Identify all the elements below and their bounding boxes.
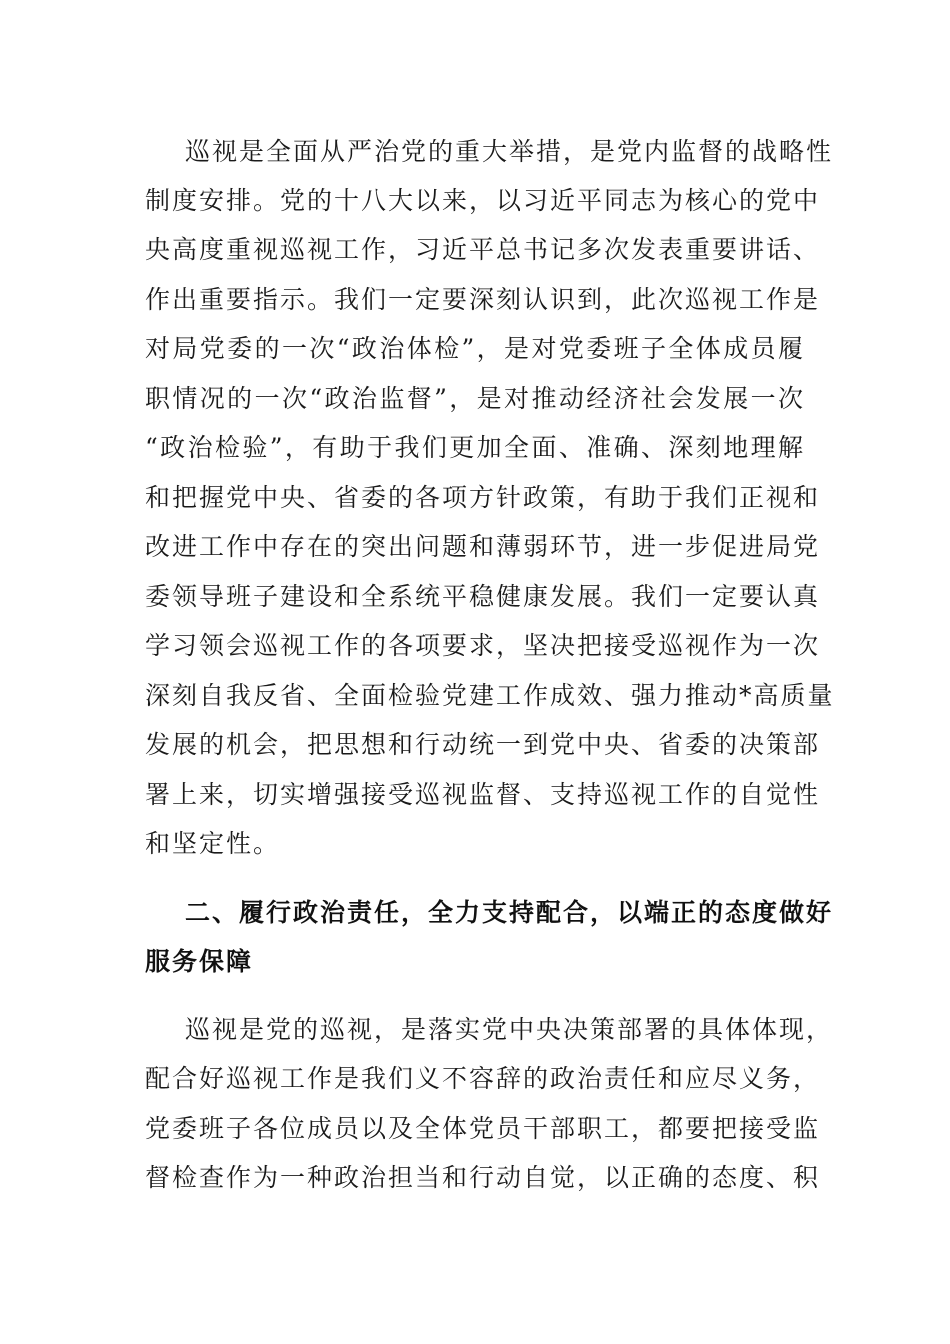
paragraph-2-line-4: 督检查作为一种政治担当和行动自觉，以正确的态度、积 <box>145 1163 821 1192</box>
paragraph-1-line-5: 对局党委的一次“政治体检”，是对党委班子全体成员履 <box>145 334 805 363</box>
paragraph-1-line-15: 和坚定性。 <box>145 829 281 858</box>
paragraph-1-line-6: 职情况的一次“政治监督”，是对推动经济社会发展一次 <box>145 384 805 413</box>
paragraph-1-line-12: 深刻自我反省、全面检验党建工作成效、强力推动*高质量 <box>145 681 835 710</box>
paragraph-2-line-1: 巡视是党的巡视，是落实党中央决策部署的具体体现， <box>185 1015 834 1044</box>
paragraph-1-line-11: 学习领会巡视工作的各项要求，坚决把接受巡视作为一次 <box>145 631 821 660</box>
paragraph-2-line-2: 配合好巡视工作是我们义不容辞的政治责任和应尽义务， <box>145 1064 821 1093</box>
section-heading-line-1: 二、履行政治责任，全力支持配合，以端正的态度做好 <box>185 898 834 927</box>
paragraph-1-line-9: 改进工作中存在的突出问题和薄弱环节，进一步促进局党 <box>145 532 821 561</box>
paragraph-2-line-3: 党委班子各位成员以及全体党员干部职工，都要把接受监 <box>145 1114 821 1143</box>
paragraph-1-line-8: 和把握党中央、省委的各项方针政策，有助于我们正视和 <box>145 483 821 512</box>
paragraph-1-line-14: 署上来，切实增强接受巡视监督、支持巡视工作的自觉性 <box>145 780 821 809</box>
paragraph-1-line-4: 作出重要指示。我们一定要深刻认识到，此次巡视工作是 <box>145 285 821 314</box>
paragraph-1-line-13: 发展的机会，把思想和行动统一到党中央、省委的决策部 <box>145 730 821 759</box>
paragraph-1-line-2: 制度安排。党的十八大以来，以习近平同志为核心的党中 <box>145 186 821 215</box>
paragraph-1-line-7: “政治检验”，有助于我们更加全面、准确、深刻地理解 <box>145 433 805 462</box>
paragraph-1-line-1: 巡视是全面从严治党的重大举措，是党内监督的战略性 <box>185 137 834 166</box>
paragraph-1-line-3: 央高度重视巡视工作，习近平总书记多次发表重要讲话、 <box>145 235 821 264</box>
section-heading-line-2: 服务保障 <box>145 947 254 976</box>
paragraph-1-line-10: 委领导班子建设和全系统平稳健康发展。我们一定要认真 <box>145 582 821 611</box>
